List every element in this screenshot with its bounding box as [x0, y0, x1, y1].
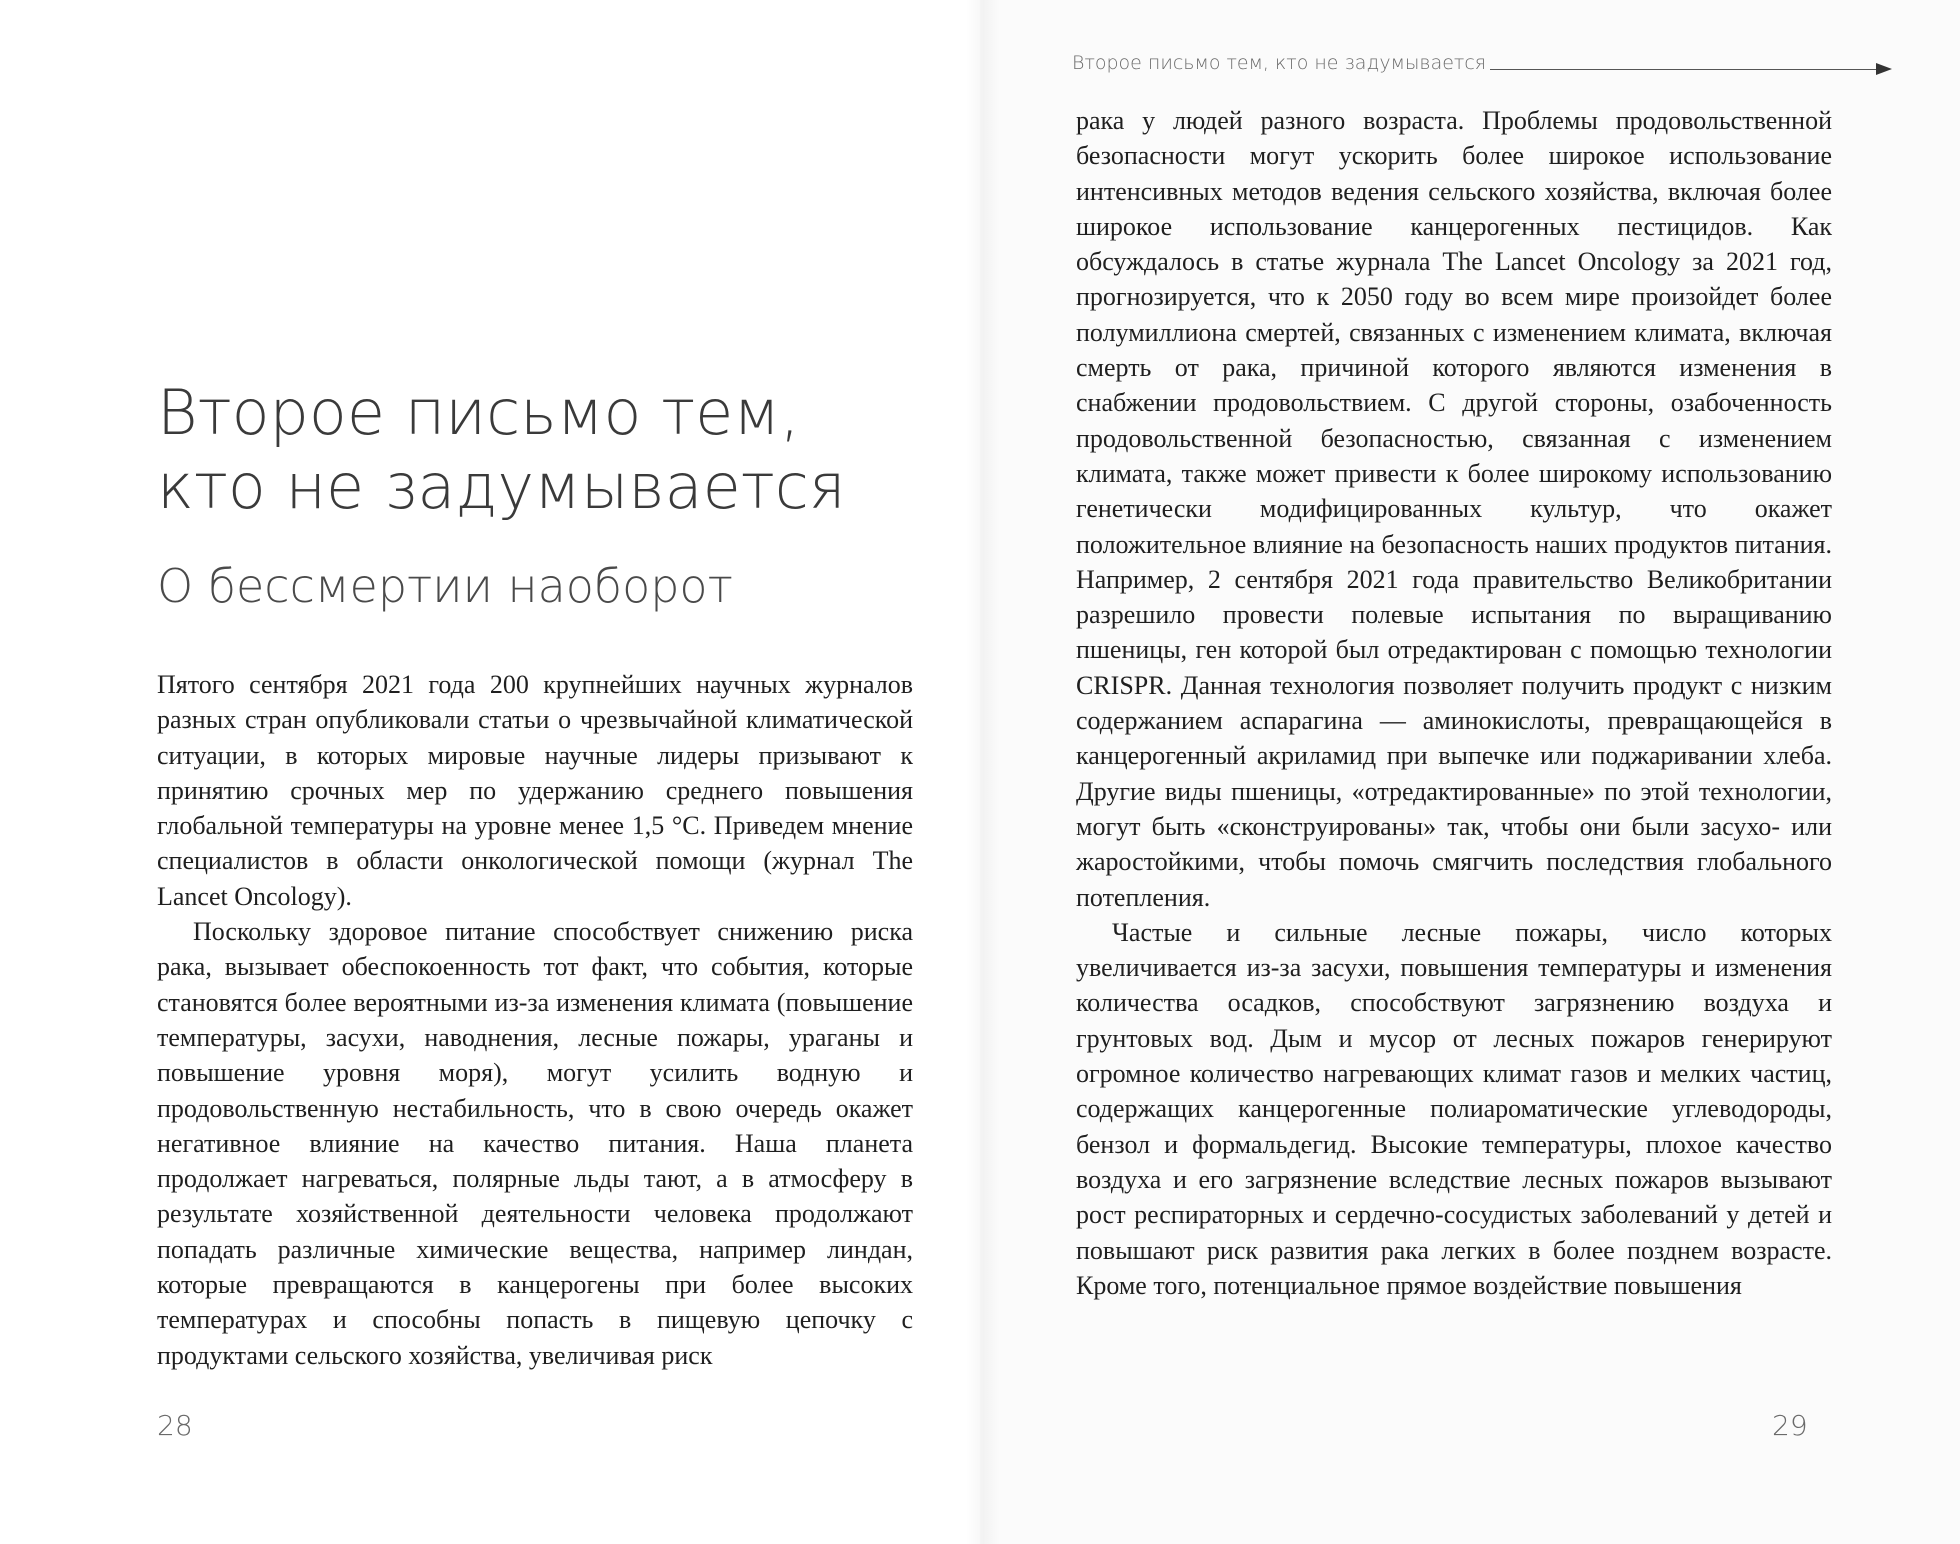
running-header	[1072, 51, 1892, 77]
paragraph: рака у людей разного возраста. Проблемы продовольственной безопасности могут ускорить более широкое использование интенсивных методов ведения сельского хозяйства, включая более широкое использование канцерогенных пестицидов. Как обсуждалось в статье журнала The Lancet Oncology за 2021 год, прогнозируется, что к 2050 году во всем мире произойдет более полумиллиона смертей, связанных с изменением климата, включая смерть от рака, причиной которого являются изменения в снабжении продовольствием. С другой стороны, озабоченность продовольственной безопасностью, связанная с изменением климата, также может привести к более широкому использованию генетически модифицированных культур, что окажет положительное влияние на безопасность наших продуктов питания. Например, 2 сентября 2021 года правительство Великобритании разрешило провести полевые испытания по выращиванию пшеницы, ген которой был отредактирован с помощью технологии CRISPR. Данная технология позволяет получить продукт с низким содержанием аспарагина — аминокислоты, превращающейся в канцерогенный акриламид при выпечке или поджаривании хлеба. Другие виды пшеницы, «отредактированные» по этой технологии, могут быть «сконструированы» так, чтобы они были засухо- или жаростойкими, чтобы помочь смягчить последствия глобального потепления.	[1076, 106, 1832, 912]
paragraph: Поскольку здоровое питание способствует снижению риска рака, вызывает обеспокоенность тот факт, что события, которые становятся более вероятными из-за изменения климата (повышение температуры, засухи, наводнения, лесные пожары, ураганы и повышение уровня моря), могут усилить водную и продовольственную нестабильность, что в свою очередь окажет негативное влияние на качество питания. Наша планета продолжает нагреваться, полярные льды тают, а в атмосферу в результате хозяйственной деятельности человека продолжают попадать различные химические вещества, например линдан, которые превращаются в канцерогены при более высоких температурах и способны попасть в пищевую цепочку с продуктами сельского хозяйства, увеличивая риск	[157, 917, 913, 1370]
page-number-left: 28	[157, 1409, 193, 1442]
running-header-title: Второе письмо тем, кто не задумывается	[1072, 51, 1490, 75]
right-page-body	[1076, 103, 1832, 1303]
chapter-title	[157, 376, 917, 524]
chapter-title-line-1: Второе письмо тем,	[157, 376, 800, 449]
chapter-subtitle: О бессмертии наоборот	[157, 559, 733, 613]
left-page-body	[157, 667, 913, 1373]
book-gutter	[966, 0, 1000, 1544]
paragraph: Частые и сильные лесные пожары, число которых увеличивается из-за засухи, повышения температуры и изменения количества осадков, способствуют загрязнению воздуха и грунтовых вод. Дым и мусор от лесных пожаров генерируют огромное количество нагревающих климат газов и мелких частиц, содержащих канцерогенные полиароматические углеводороды, бензол и формальдегид. Высокие температуры, плохое качество воздуха и его загрязнение вследствие лесных пожаров вызывают рост респираторных и сердечно-сосудистых заболеваний у детей и повышают риск развития рака легких в более позднем возрасте. Кроме того, потенциальное прямое воздействие повышения	[1076, 917, 1832, 1300]
arrow-right-icon	[1876, 63, 1892, 75]
page-number-right: 29	[1772, 1409, 1808, 1442]
chapter-title-line-2: кто не задумывается	[157, 450, 846, 523]
paragraph: Пятого сентября 2021 года 200 крупнейших научных журналов разных стран опубликовали статьи о чрезвычайной климатической ситуации, в которых мировые научные лидеры призывают к принятию срочных мер по удержанию среднего повышения глобальной температуры на уровне менее 1,5 °С. Приведем мнение специалистов в области онкологической помощи (журнал The Lancet Oncology).	[157, 670, 913, 911]
